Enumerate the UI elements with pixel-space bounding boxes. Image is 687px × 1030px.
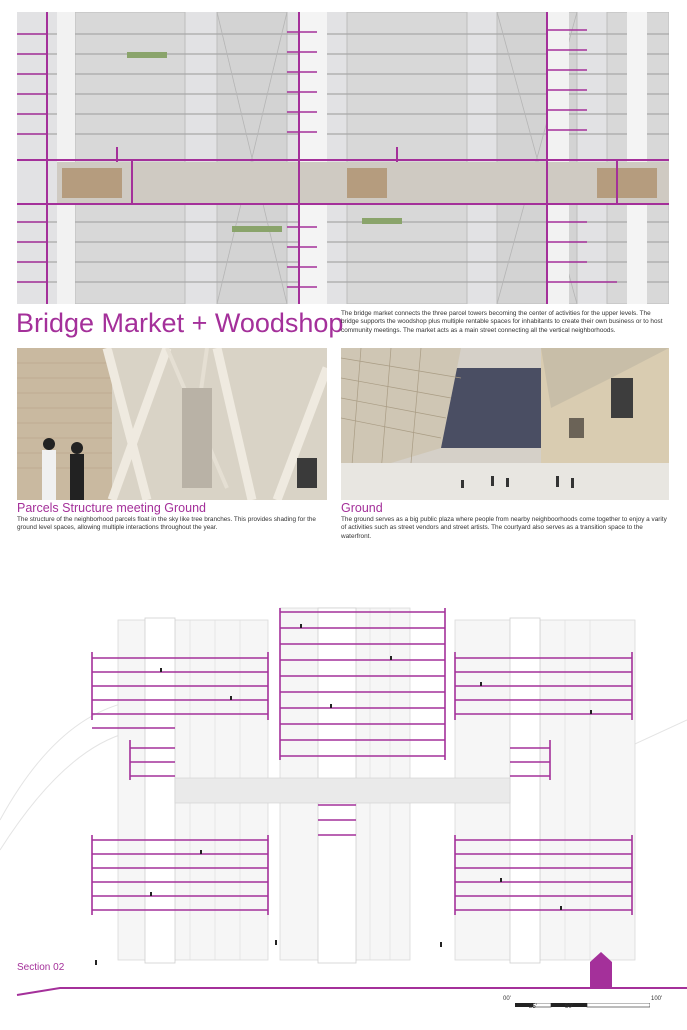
scale-label-25: 25' — [529, 1004, 537, 1010]
ground-text: The ground serves as a big public plaza where people from nearby neighboorhoods come together to enjoy a varity of activities such as street vendors and street artists. The courtyard also serves as a transition space to the waterfront. — [341, 516, 667, 540]
ground-plaza-illustration — [341, 348, 669, 500]
section-illustration — [0, 590, 687, 1010]
intro-paragraph: The bridge market connects the three parcel towers becoming the center of activities for the upper levels. The bridge supports the woodshop plus multiple rentable spaces for inhabitants to create their own business or to host community meetings. The market acts as a main street connecting all the vertical neighborhoods. — [341, 310, 663, 334]
scale-label-0: 00' — [503, 996, 511, 1002]
parcels-structure-heading: Parcels Structure meeting Ground — [17, 501, 206, 515]
ground-plaza-render — [341, 348, 669, 500]
hero-render-image — [17, 12, 669, 304]
hero-render-illustration — [17, 12, 669, 304]
ground-heading: Ground — [341, 501, 383, 515]
scale-bar — [515, 996, 650, 1000]
scale-label-100: 100' — [651, 996, 663, 1002]
parcels-structure-text: The structure of the neighborhood parcels float in the sky like tree branches. This provides shading for the ground level spaces, allowing multiple interactions throughout the year. — [17, 516, 316, 532]
parcels-structure-render — [17, 348, 327, 500]
parcels-structure-illustration — [17, 348, 327, 500]
scale-label-50: 50' — [565, 1004, 573, 1010]
page-title: Bridge Market + Woodshop — [16, 308, 344, 338]
section-label: Section 02 — [17, 962, 65, 973]
section-drawing — [0, 590, 687, 1010]
